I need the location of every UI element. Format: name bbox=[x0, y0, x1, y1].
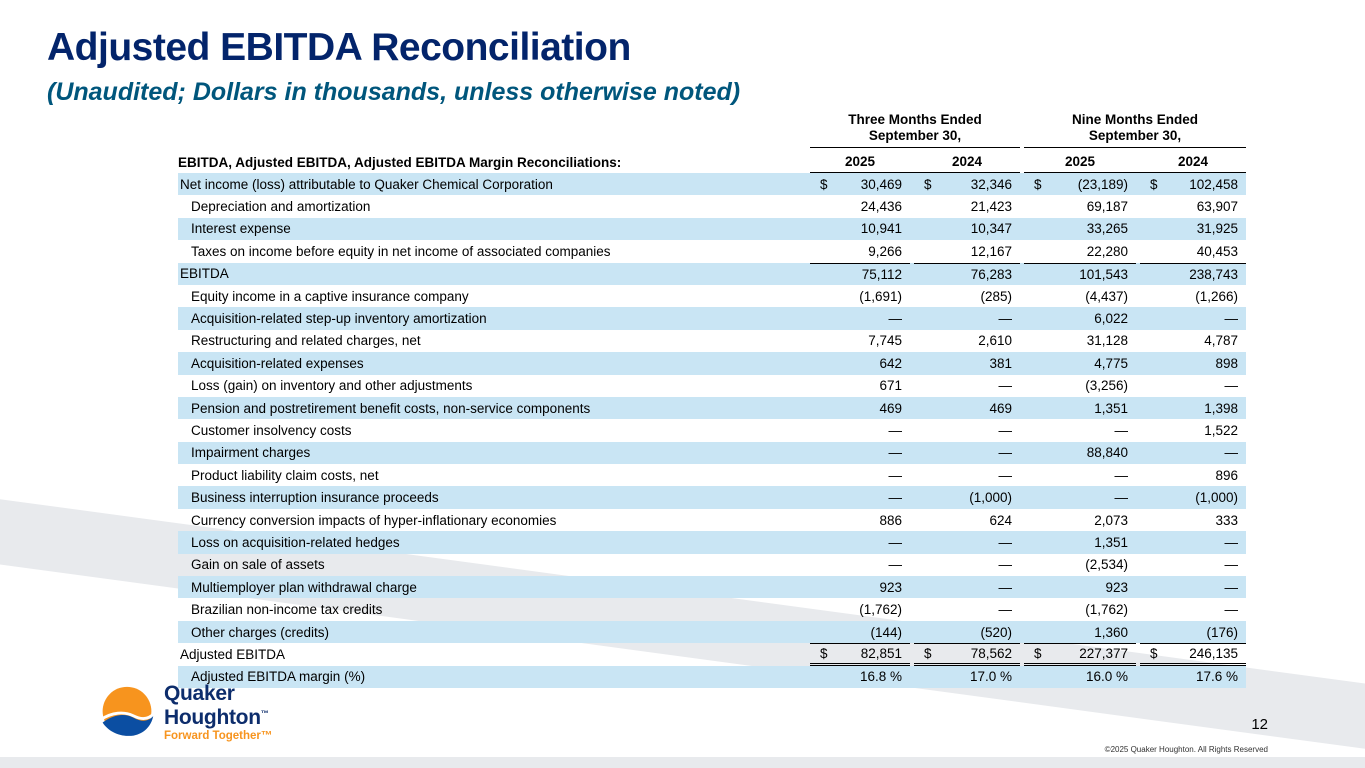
table-row bbox=[178, 531, 1246, 553]
trademark-symbol: ™ bbox=[260, 709, 269, 718]
table-row bbox=[178, 352, 1246, 374]
cell-value: 82,851 bbox=[860, 645, 902, 661]
value-cell bbox=[914, 397, 1020, 419]
group-header-line: Three Months Ended bbox=[848, 112, 982, 127]
cell-value: — bbox=[888, 467, 902, 483]
year-headers-three-months bbox=[810, 154, 1020, 173]
section-header: EBITDA, Adjusted EBITDA, Adjusted EBITDA Margin Reconciliations: bbox=[178, 155, 622, 170]
value-cell bbox=[1024, 263, 1136, 285]
value-cell bbox=[1024, 240, 1136, 262]
cell-value: 31,925 bbox=[1196, 221, 1238, 237]
cell-value: — bbox=[998, 557, 1012, 573]
value-cell bbox=[1140, 509, 1246, 531]
dollar-sign: $ bbox=[820, 645, 828, 661]
value-cell bbox=[810, 598, 910, 620]
row-label: Pension and postretirement benefit costs, non-service components bbox=[191, 400, 591, 416]
dollar-sign: $ bbox=[924, 645, 932, 661]
cell-value: 642 bbox=[879, 355, 902, 371]
cell-value: — bbox=[888, 422, 902, 438]
value-cell bbox=[1140, 598, 1246, 620]
value-cell bbox=[1024, 173, 1136, 195]
dollar-sign: $ bbox=[1150, 645, 1158, 661]
quaker-houghton-logo bbox=[97, 684, 272, 744]
cell-value: 22,280 bbox=[1086, 243, 1128, 259]
year-header: 2025 bbox=[844, 154, 876, 169]
cell-value: 2,610 bbox=[978, 333, 1012, 349]
cell-value: 896 bbox=[1215, 467, 1238, 483]
value-cell bbox=[810, 195, 910, 217]
value-cell bbox=[1024, 419, 1136, 441]
dollar-sign: $ bbox=[820, 176, 828, 192]
cell-value: — bbox=[888, 557, 902, 573]
cell-value: — bbox=[888, 445, 902, 461]
value-cell bbox=[1140, 218, 1246, 240]
cell-value: — bbox=[1224, 602, 1238, 618]
copyright-notice: ©2025 Quaker Houghton. All Rights Reserved bbox=[1104, 745, 1268, 754]
value-cell bbox=[810, 352, 910, 374]
value-cell bbox=[914, 263, 1020, 285]
value-cell bbox=[810, 285, 910, 307]
value-cell bbox=[1140, 419, 1246, 441]
value-cell bbox=[914, 486, 1020, 508]
value-cell bbox=[914, 464, 1020, 486]
row-label: Adjusted EBITDA bbox=[180, 646, 286, 662]
cell-value: 898 bbox=[1215, 355, 1238, 371]
value-cell bbox=[914, 621, 1020, 643]
value-cell bbox=[810, 464, 910, 486]
table-row bbox=[178, 576, 1246, 598]
cell-value: — bbox=[998, 445, 1012, 461]
value-cell bbox=[914, 509, 1020, 531]
logo-name-line2: Houghton™ bbox=[164, 706, 269, 729]
header-spacer bbox=[178, 110, 806, 148]
value-cell bbox=[914, 195, 1020, 217]
value-cell bbox=[1024, 330, 1136, 352]
cell-value: — bbox=[998, 422, 1012, 438]
table-row bbox=[178, 442, 1246, 464]
cell-value: 24,436 bbox=[860, 199, 902, 215]
table-row bbox=[178, 464, 1246, 486]
cell-value: (3,256) bbox=[1085, 378, 1128, 394]
cell-value: — bbox=[1224, 445, 1238, 461]
value-cell bbox=[810, 621, 910, 643]
table-row bbox=[178, 195, 1246, 217]
value-cell bbox=[1024, 598, 1136, 620]
value-cell bbox=[1140, 666, 1246, 688]
cell-value: 12,167 bbox=[970, 243, 1012, 259]
cell-value: — bbox=[888, 534, 902, 550]
value-cell bbox=[914, 554, 1020, 576]
value-cell bbox=[1024, 218, 1136, 240]
value-cell bbox=[1140, 195, 1246, 217]
value-cell bbox=[1140, 285, 1246, 307]
table-row bbox=[178, 554, 1246, 576]
value-cell bbox=[1140, 464, 1246, 486]
cell-value: (4,437) bbox=[1085, 288, 1128, 304]
dollar-sign: $ bbox=[1150, 176, 1158, 192]
table-body bbox=[178, 173, 1246, 688]
value-cell bbox=[914, 442, 1020, 464]
value-cell bbox=[914, 307, 1020, 329]
cell-value: — bbox=[998, 602, 1012, 618]
value-cell bbox=[810, 397, 910, 419]
logo-name-line1: Quaker bbox=[164, 682, 235, 705]
value-cell bbox=[1024, 509, 1136, 531]
table-row bbox=[178, 643, 1246, 665]
value-cell bbox=[1024, 307, 1136, 329]
cell-value: 671 bbox=[879, 378, 902, 394]
cell-value: 21,423 bbox=[970, 199, 1012, 215]
cell-value: 33,265 bbox=[1086, 221, 1128, 237]
cell-value: (285) bbox=[980, 288, 1012, 304]
cell-value: 30,469 bbox=[860, 176, 902, 192]
col-group-nine-months bbox=[1024, 110, 1246, 148]
row-label: Multiemployer plan withdrawal charge bbox=[191, 579, 417, 595]
cell-value: 17.6 % bbox=[1195, 669, 1238, 685]
value-cell bbox=[810, 240, 910, 262]
value-cell bbox=[914, 666, 1020, 688]
row-label: Equity income in a captive insurance company bbox=[191, 288, 469, 304]
value-cell bbox=[1140, 621, 1246, 643]
dollar-sign: $ bbox=[1034, 176, 1042, 192]
cell-value: — bbox=[1224, 579, 1238, 595]
cell-value: 886 bbox=[879, 512, 902, 528]
cell-value: 75,112 bbox=[861, 266, 902, 282]
year-headers-nine-months bbox=[1024, 154, 1246, 173]
cell-value: 16.8 % bbox=[859, 669, 902, 685]
cell-value: — bbox=[888, 490, 902, 506]
value-cell bbox=[1140, 307, 1246, 329]
value-cell bbox=[914, 330, 1020, 352]
value-cell bbox=[810, 330, 910, 352]
value-cell bbox=[1024, 397, 1136, 419]
cell-value: (1,691) bbox=[859, 288, 902, 304]
value-cell bbox=[1140, 330, 1246, 352]
cell-value: — bbox=[1114, 422, 1128, 438]
value-cell bbox=[914, 218, 1020, 240]
cell-value: — bbox=[998, 579, 1012, 595]
value-cell bbox=[914, 285, 1020, 307]
cell-value: 246,135 bbox=[1189, 645, 1238, 661]
cell-value: — bbox=[1224, 378, 1238, 394]
cell-value: 1,398 bbox=[1204, 400, 1238, 416]
cell-value: (1,266) bbox=[1195, 288, 1238, 304]
value-cell bbox=[810, 218, 910, 240]
value-cell bbox=[1024, 554, 1136, 576]
cell-value: — bbox=[1224, 557, 1238, 573]
cell-value: 1,351 bbox=[1094, 400, 1128, 416]
row-label: Loss on acquisition-related hedges bbox=[191, 534, 400, 550]
cell-value: 32,346 bbox=[970, 176, 1012, 192]
value-cell bbox=[914, 598, 1020, 620]
value-cell bbox=[810, 509, 910, 531]
cell-value: 7,745 bbox=[868, 333, 902, 349]
row-label: Currency conversion impacts of hyper-inflationary economies bbox=[191, 512, 557, 528]
table-row bbox=[178, 486, 1246, 508]
row-label: Other charges (credits) bbox=[191, 624, 330, 640]
row-label: Taxes on income before equity in net income of associated companies bbox=[191, 243, 611, 259]
table-row bbox=[178, 598, 1246, 620]
cell-value: 469 bbox=[989, 400, 1012, 416]
value-cell bbox=[1140, 263, 1246, 285]
table-row bbox=[178, 621, 1246, 643]
value-cell bbox=[1140, 375, 1246, 397]
value-cell bbox=[810, 554, 910, 576]
cell-value: (2,534) bbox=[1085, 557, 1128, 573]
value-cell bbox=[1140, 643, 1246, 665]
value-cell bbox=[810, 486, 910, 508]
cell-value: — bbox=[998, 534, 1012, 550]
table-row bbox=[178, 218, 1246, 240]
row-label: EBITDA bbox=[180, 266, 229, 282]
table-row bbox=[178, 263, 1246, 285]
value-cell bbox=[1140, 240, 1246, 262]
cell-value: 624 bbox=[989, 512, 1012, 528]
table-row bbox=[178, 666, 1246, 688]
value-cell bbox=[1140, 531, 1246, 553]
value-cell bbox=[1024, 621, 1136, 643]
cell-value: 16.0 % bbox=[1085, 669, 1128, 685]
value-cell bbox=[1024, 352, 1136, 374]
cell-value: 69,187 bbox=[1086, 199, 1128, 215]
dollar-sign: $ bbox=[924, 176, 932, 192]
cell-value: 4,775 bbox=[1094, 355, 1128, 371]
cell-value: 381 bbox=[989, 355, 1012, 371]
group-header-line: Nine Months Ended bbox=[1072, 112, 1198, 127]
value-cell bbox=[1024, 195, 1136, 217]
value-cell bbox=[810, 442, 910, 464]
cell-value: (1,000) bbox=[969, 490, 1012, 506]
table-row bbox=[178, 173, 1246, 195]
cell-value: — bbox=[998, 311, 1012, 327]
group-header-line: September 30, bbox=[868, 128, 962, 143]
value-cell bbox=[914, 173, 1020, 195]
row-label: Acquisition-related expenses bbox=[191, 355, 364, 371]
cell-value: 10,347 bbox=[970, 221, 1012, 237]
group-header-line: September 30, bbox=[1088, 128, 1182, 143]
table-row bbox=[178, 419, 1246, 441]
value-cell bbox=[810, 531, 910, 553]
value-cell bbox=[914, 643, 1020, 665]
page-number: 12 bbox=[1251, 716, 1268, 733]
value-cell bbox=[914, 419, 1020, 441]
cell-value: — bbox=[1224, 534, 1238, 550]
cell-value: 469 bbox=[879, 400, 902, 416]
year-header: 2024 bbox=[1177, 154, 1209, 169]
value-cell bbox=[914, 531, 1020, 553]
cell-value: 923 bbox=[1105, 579, 1128, 595]
row-label: Impairment charges bbox=[191, 445, 311, 461]
year-header: 2024 bbox=[951, 154, 983, 169]
cell-value: — bbox=[1114, 490, 1128, 506]
value-cell bbox=[1140, 173, 1246, 195]
table-row bbox=[178, 240, 1246, 262]
cell-value: 238,743 bbox=[1189, 266, 1238, 282]
value-cell bbox=[810, 576, 910, 598]
cell-value: 227,377 bbox=[1079, 645, 1128, 661]
cell-value: (144) bbox=[870, 624, 902, 640]
cell-value: 2,073 bbox=[1094, 512, 1128, 528]
cell-value: 31,128 bbox=[1086, 333, 1128, 349]
cell-value: (23,189) bbox=[1077, 176, 1128, 192]
value-cell bbox=[810, 666, 910, 688]
cell-value: — bbox=[998, 378, 1012, 394]
value-cell bbox=[810, 643, 910, 665]
cell-value: 1,351 bbox=[1094, 534, 1128, 550]
year-header: 2025 bbox=[1064, 154, 1096, 169]
value-cell bbox=[1140, 397, 1246, 419]
cell-value: 1,522 bbox=[1204, 422, 1238, 438]
cell-value: 102,458 bbox=[1189, 176, 1238, 192]
value-cell bbox=[914, 240, 1020, 262]
value-cell bbox=[810, 173, 910, 195]
table-row bbox=[178, 307, 1246, 329]
value-cell bbox=[914, 352, 1020, 374]
row-label: Business interruption insurance proceeds bbox=[191, 490, 439, 506]
cell-value: (176) bbox=[1206, 624, 1238, 640]
value-cell bbox=[810, 375, 910, 397]
table-row bbox=[178, 330, 1246, 352]
table-row bbox=[178, 509, 1246, 531]
cell-value: 17.0 % bbox=[969, 669, 1012, 685]
value-cell bbox=[1140, 486, 1246, 508]
cell-value: — bbox=[998, 467, 1012, 483]
value-cell bbox=[810, 307, 910, 329]
row-label: Restructuring and related charges, net bbox=[191, 333, 421, 349]
row-label: Customer insolvency costs bbox=[191, 422, 352, 438]
cell-value: — bbox=[1224, 311, 1238, 327]
value-cell bbox=[1024, 666, 1136, 688]
value-cell bbox=[914, 576, 1020, 598]
cell-value: 923 bbox=[879, 579, 902, 595]
logo-text bbox=[164, 684, 272, 742]
cell-value: 9,266 bbox=[868, 243, 902, 259]
cell-value: 6,022 bbox=[1094, 311, 1128, 327]
cell-value: 333 bbox=[1215, 512, 1238, 528]
row-label: Adjusted EBITDA margin (%) bbox=[191, 669, 366, 685]
table-header-groups bbox=[178, 110, 1246, 148]
table-header-years bbox=[178, 148, 1246, 173]
dollar-sign: $ bbox=[1034, 645, 1042, 661]
row-label: Brazilian non-income tax credits bbox=[191, 602, 383, 618]
ebitda-reconciliation-table bbox=[178, 110, 1246, 688]
table-row bbox=[178, 397, 1246, 419]
row-label: Depreciation and amortization bbox=[191, 199, 371, 215]
value-cell bbox=[1024, 285, 1136, 307]
value-cell bbox=[914, 375, 1020, 397]
row-label: Product liability claim costs, net bbox=[191, 467, 379, 483]
value-cell bbox=[1140, 554, 1246, 576]
page-title: Adjusted EBITDA Reconciliation bbox=[47, 26, 631, 69]
cell-value: 4,787 bbox=[1204, 333, 1238, 349]
logo-name bbox=[164, 684, 272, 728]
logo-tagline: Forward Together™ bbox=[164, 730, 273, 742]
value-cell bbox=[1024, 375, 1136, 397]
cell-value: 101,543 bbox=[1079, 266, 1128, 282]
table-row bbox=[178, 285, 1246, 307]
row-label: Net income (loss) attributable to Quaker Chemical Corporation bbox=[180, 176, 553, 192]
cell-value: 78,562 bbox=[970, 645, 1012, 661]
cell-value: 88,840 bbox=[1086, 445, 1128, 461]
value-cell bbox=[1140, 352, 1246, 374]
value-cell bbox=[1024, 576, 1136, 598]
value-cell bbox=[1140, 442, 1246, 464]
value-cell bbox=[1024, 464, 1136, 486]
row-label: Acquisition-related step-up inventory amortization bbox=[191, 311, 487, 327]
cell-value: (1,762) bbox=[1085, 602, 1128, 618]
table-row bbox=[178, 375, 1246, 397]
value-cell bbox=[1024, 643, 1136, 665]
cell-value: — bbox=[888, 311, 902, 327]
value-cell bbox=[1024, 486, 1136, 508]
value-cell bbox=[810, 419, 910, 441]
value-cell bbox=[1140, 576, 1246, 598]
col-group-three-months bbox=[810, 110, 1020, 148]
value-cell bbox=[1024, 442, 1136, 464]
row-label: Loss (gain) on inventory and other adjustments bbox=[191, 378, 473, 394]
cell-value: 1,360 bbox=[1094, 624, 1128, 640]
value-cell bbox=[1024, 531, 1136, 553]
cell-value: (1,000) bbox=[1195, 490, 1238, 506]
cell-value: 10,941 bbox=[860, 221, 902, 237]
cell-value: 40,453 bbox=[1196, 243, 1238, 259]
cell-value: (1,762) bbox=[859, 602, 902, 618]
cell-value: (520) bbox=[980, 624, 1012, 640]
cell-value: — bbox=[1114, 467, 1128, 483]
logo-globe-icon bbox=[97, 684, 157, 744]
row-label: Gain on sale of assets bbox=[191, 557, 325, 573]
cell-value: 76,283 bbox=[970, 266, 1012, 282]
row-label: Interest expense bbox=[191, 221, 291, 237]
cell-value: 63,907 bbox=[1196, 199, 1238, 215]
page-subtitle: (Unaudited; Dollars in thousands, unless otherwise noted) bbox=[47, 78, 741, 106]
value-cell bbox=[810, 263, 910, 285]
